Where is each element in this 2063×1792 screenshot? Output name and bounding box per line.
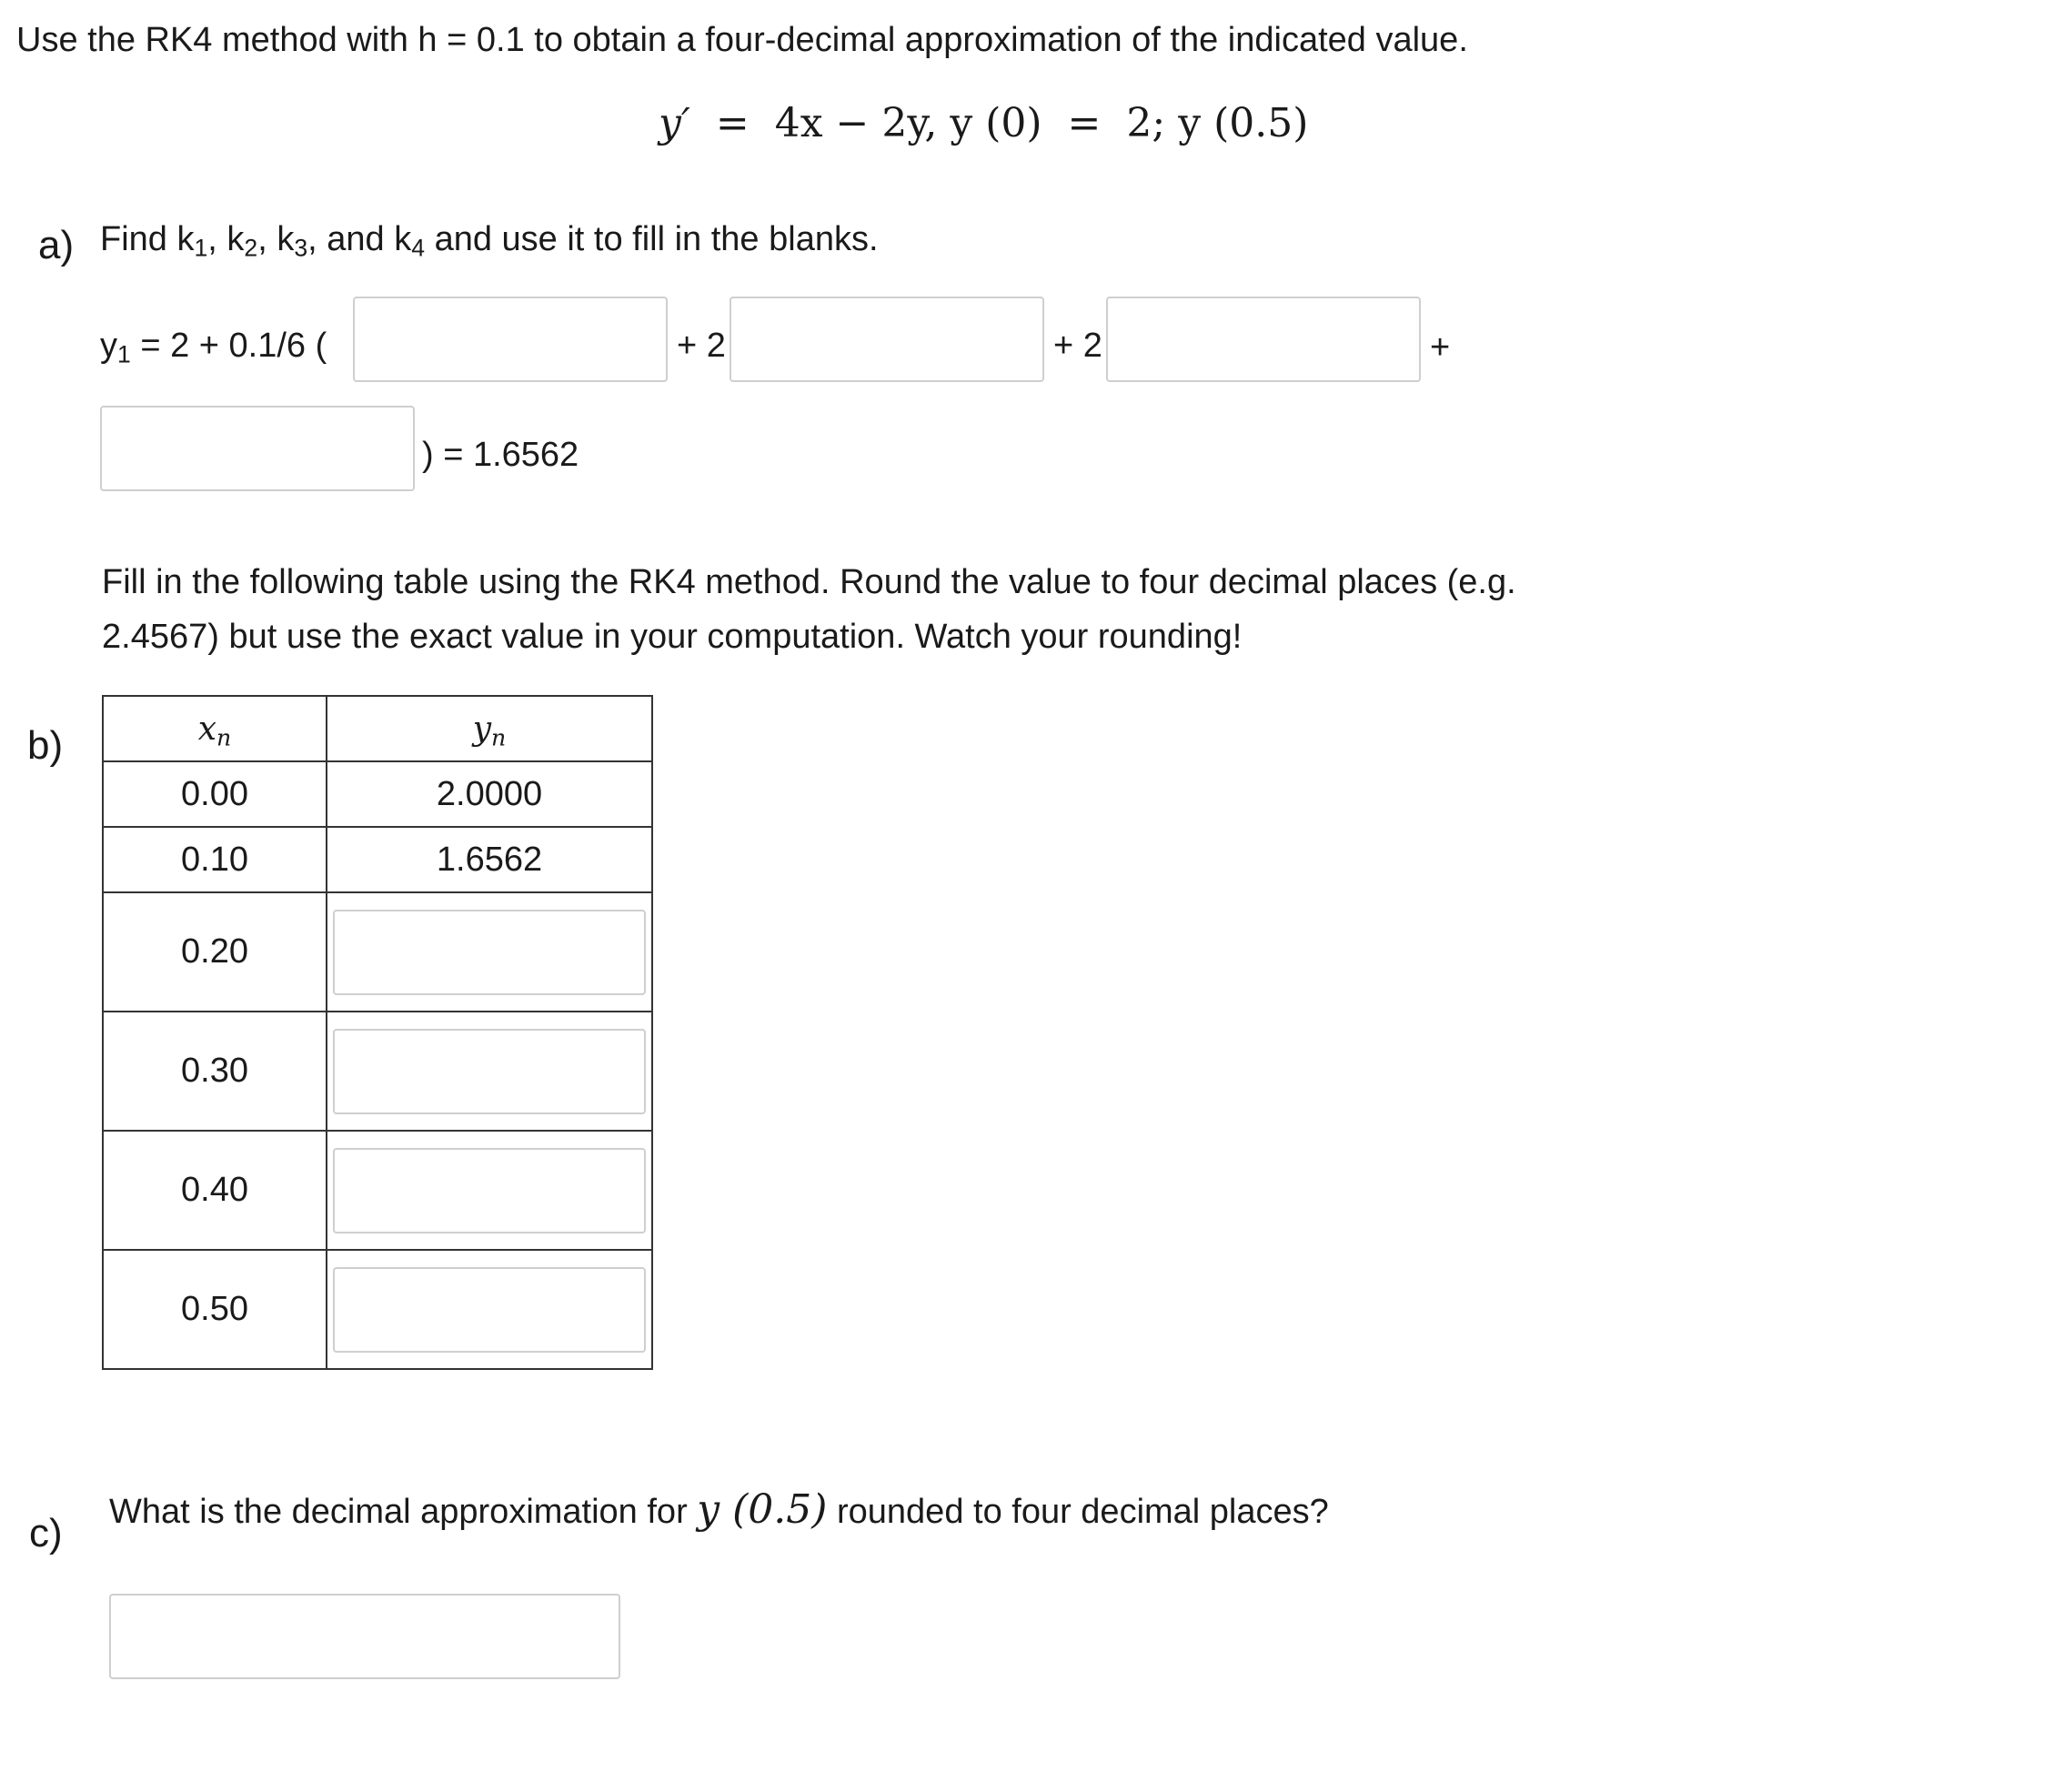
table-row (103, 1131, 652, 1250)
k3-subscript: 3 (294, 234, 308, 262)
table-cell-y: 1.6562 (327, 827, 652, 892)
equation-rhs: 4x − 2y, y (0) (774, 100, 1042, 146)
table-cell-y (327, 1250, 652, 1369)
table-cell-x: 0.20 (103, 892, 327, 1012)
header-yn-sub: n (491, 723, 507, 750)
k1-subscript: 1 (194, 234, 208, 262)
table-cell-x: 0.40 (103, 1131, 327, 1250)
k4-subscript: 4 (411, 234, 425, 262)
table-row (103, 1250, 652, 1369)
y1-formula (100, 326, 327, 367)
plus-two-label-2: + 2 (1053, 327, 1102, 365)
k2-subscript: 2 (244, 234, 258, 262)
part-b-instruction-line2: 2.4567) but use the exact value in your computation. Watch your rounding! (102, 618, 1243, 656)
equation-yprime: y′ (659, 100, 690, 146)
header-xn-sub: n (216, 723, 232, 750)
y-050-input[interactable] (333, 1267, 646, 1353)
table-row (103, 761, 652, 827)
part-a-prompt: Find $k_1$, $k_2$, $k_3$, and $k_4$ and use it to fill in the blanks. (100, 220, 879, 262)
table-row (103, 1012, 652, 1131)
rk4-table (102, 695, 653, 1370)
table-cell-y (327, 1012, 652, 1131)
header-yn (327, 696, 652, 761)
instruction-text: Use the RK4 method with h = 0.1 to obtain a four-decimal approximation of the indicated value. (16, 21, 1468, 59)
table-cell-y: 2.0000 (327, 761, 652, 827)
equation-equals-2: = (1067, 100, 1102, 146)
y-030-input[interactable] (333, 1029, 646, 1114)
y1-formula-text: = 2 + 0.1/6 ( (130, 327, 327, 365)
plus-two-label-1: + 2 (677, 327, 726, 365)
table-row (103, 892, 652, 1012)
part-a-prompt-start: Find k (100, 220, 195, 258)
equation-equals: = (715, 100, 750, 146)
y1-prefix: y (100, 327, 117, 365)
final-answer-input[interactable] (109, 1594, 620, 1679)
k2-blank-input[interactable] (730, 297, 1044, 382)
part-c-question-start: What is the decimal approximation for (109, 1493, 698, 1531)
part-c-question-math: y (0.5) (697, 1486, 828, 1533)
header-xn-base: x (197, 710, 217, 748)
differential-equation (659, 100, 1308, 148)
equation-initial-condition: 2; y (0.5) (1126, 100, 1309, 146)
y1-subscript: 1 (117, 340, 131, 368)
table-cell-x: 0.00 (103, 761, 327, 827)
table-cell-y (327, 892, 652, 1012)
y1-result: ) = 1.6562 (422, 436, 579, 474)
table-cell-x: 0.10 (103, 827, 327, 892)
part-c-question-end: rounded to four decimal places? (827, 1493, 1329, 1531)
table-header-row (103, 696, 652, 761)
part-c-label: c) (29, 1511, 63, 1555)
part-c-question (109, 1486, 1329, 1535)
table-row (103, 827, 652, 892)
header-yn-base: y (472, 710, 492, 748)
table-cell-x: 0.30 (103, 1012, 327, 1131)
k1-blank-input[interactable] (353, 297, 668, 382)
part-a-label: a) (38, 223, 75, 267)
table-cell-y (327, 1131, 652, 1250)
part-b-instruction-line1: Fill in the following table using the RK4 method. Round the value to four decimal places (e.g. (102, 563, 1516, 601)
part-b-label: b) (27, 723, 64, 768)
y-020-input[interactable] (333, 910, 646, 995)
part-a-prompt-end: and use it to fill in the blanks. (434, 220, 879, 258)
plus-label: + (1430, 328, 1451, 367)
k3-blank-input[interactable] (1106, 297, 1421, 382)
header-xn (103, 696, 327, 761)
table-cell-x: 0.50 (103, 1250, 327, 1369)
k4-blank-input[interactable] (100, 406, 415, 491)
y-040-input[interactable] (333, 1148, 646, 1233)
